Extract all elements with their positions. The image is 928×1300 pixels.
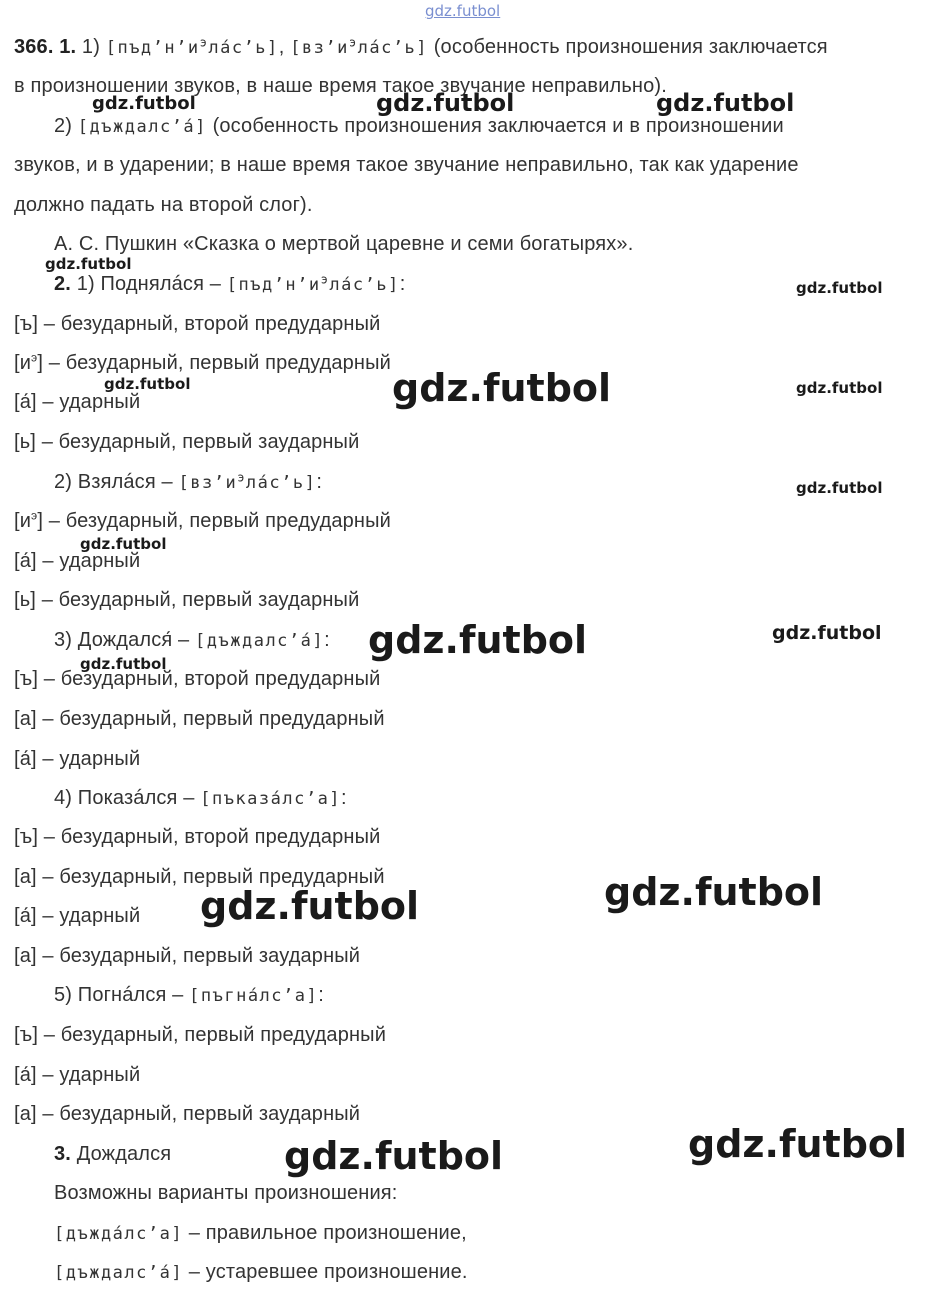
text: [и bbox=[14, 510, 32, 532]
tr-part: ла́с’ь] bbox=[329, 275, 400, 295]
section-number: 2. bbox=[54, 273, 71, 295]
list-item: [а́] – ударный bbox=[14, 748, 141, 770]
list-item: [а] – безударный, первый заударный bbox=[14, 1103, 361, 1125]
text: – правильное произношение, bbox=[183, 1222, 467, 1244]
sup: э bbox=[31, 350, 38, 365]
paragraph-2-line-3: должно падать на второй слог). bbox=[14, 194, 313, 216]
sup: э bbox=[348, 35, 358, 50]
watermark: gdz.futbol bbox=[604, 870, 824, 914]
paragraph-1-line-2: в произношении звуков, в наше время такое звучание неправильно). bbox=[14, 75, 667, 97]
list-item: [а] – безударный, первый предударный bbox=[14, 708, 385, 730]
word-5-heading bbox=[54, 982, 324, 1009]
paragraph-2-line-1 bbox=[54, 113, 784, 140]
word-1-heading bbox=[54, 271, 406, 298]
tr-part: ла́с’ь] bbox=[357, 38, 429, 58]
text: 2) bbox=[54, 115, 78, 137]
sup: э bbox=[237, 470, 246, 485]
exercise-number: 366. 1. bbox=[14, 36, 77, 58]
transcription bbox=[178, 470, 317, 493]
text: [и bbox=[14, 352, 32, 374]
tr-part: ла́с’ь] bbox=[245, 473, 317, 493]
watermark: gdz.futbol bbox=[284, 1134, 504, 1178]
text: 4) Показáлся – bbox=[54, 787, 201, 809]
watermark: gdz.futbol bbox=[376, 89, 515, 117]
text: : bbox=[318, 984, 324, 1006]
transcription bbox=[290, 35, 429, 58]
watermark: gdz.futbol bbox=[772, 622, 882, 644]
text: (особенность произношения заключается и в произношении bbox=[206, 115, 784, 137]
transcription: [дъждалс’а́] bbox=[195, 631, 325, 651]
watermark: gdz.futbol bbox=[796, 479, 883, 497]
variant-outdated bbox=[54, 1259, 468, 1286]
tr-part: [пъд’н’и bbox=[105, 38, 200, 58]
variants-intro: Возможны варианты произношения: bbox=[54, 1182, 398, 1204]
tr-part: [пъд’н’и bbox=[226, 275, 321, 295]
transcription bbox=[105, 35, 279, 58]
list-item: [ъ] – безударный, первый предударный bbox=[14, 1024, 387, 1046]
word-2-heading bbox=[54, 469, 322, 496]
section-3-heading bbox=[54, 1141, 171, 1167]
list-item: [ъ] – безударный, второй предударный bbox=[14, 668, 381, 690]
transcription: [дъжда́лс’а] bbox=[54, 1224, 184, 1244]
watermark: gdz.futbol bbox=[104, 375, 191, 393]
watermark: gdz.futbol bbox=[656, 89, 795, 117]
transcription: [дъждалс’а́] bbox=[54, 1263, 184, 1283]
text: Дождался bbox=[70, 1143, 172, 1165]
text: 3) Дождалcя́ – bbox=[54, 629, 196, 651]
transcription: [пъказа́лс’а] bbox=[200, 789, 342, 809]
watermark: gdz.futbol bbox=[80, 655, 167, 673]
list-item: [а] – безударный, первый заударный bbox=[14, 945, 361, 967]
text: (особенность произношения заключается bbox=[428, 36, 828, 58]
watermark: gdz.futbol bbox=[688, 1122, 908, 1166]
sup: э bbox=[320, 272, 330, 287]
sup: э bbox=[31, 508, 38, 523]
text: ] – безударный, первый предударный bbox=[37, 352, 391, 374]
text: : bbox=[316, 471, 323, 493]
paragraph-1-line-1 bbox=[14, 34, 828, 61]
text: : bbox=[324, 629, 330, 651]
watermark: gdz.futbol bbox=[796, 279, 883, 297]
transcription bbox=[226, 272, 400, 295]
header-site-link[interactable]: gdz.futbol bbox=[425, 2, 501, 20]
list-item: [ъ] – безударный, второй предударный bbox=[14, 826, 381, 848]
source-line: А. С. Пушкин «Сказка о мертвой царевне и семи богатырях». bbox=[54, 233, 634, 255]
word-3-heading bbox=[54, 627, 330, 654]
list-item: [ь] – безударный, первый заударный bbox=[14, 431, 360, 453]
text: : bbox=[399, 273, 406, 295]
list-item: [а́] – ударный bbox=[14, 550, 141, 572]
paragraph-2-line-2: звуков, и в ударении; в наше время такое звучание неправильно, так как ударение bbox=[14, 154, 799, 176]
watermark: gdz.futbol bbox=[368, 618, 588, 662]
text: 2) Взялáся – bbox=[54, 471, 179, 493]
text: , bbox=[278, 36, 291, 58]
word-4-heading bbox=[54, 785, 347, 812]
watermark: gdz.futbol bbox=[392, 366, 612, 410]
list-item: [а́] – ударный bbox=[14, 905, 141, 927]
transcription: [пъгна́лс’а] bbox=[189, 986, 319, 1006]
transcription: [дъждалс’а́] bbox=[77, 117, 207, 137]
watermark: gdz.futbol bbox=[45, 255, 132, 273]
list-item: [ъ] – безударный, второй предударный bbox=[14, 313, 381, 335]
watermark: gdz.futbol bbox=[80, 535, 167, 553]
watermark: gdz.futbol bbox=[796, 379, 883, 397]
watermark: gdz.futbol bbox=[92, 93, 196, 114]
list-item: [а́] – ударный bbox=[14, 1064, 141, 1086]
text: – устаревшее произношение. bbox=[183, 1261, 468, 1283]
tr-part: [вз’и bbox=[290, 38, 349, 58]
section-number: 3. bbox=[54, 1143, 71, 1165]
text: 1) bbox=[76, 36, 106, 58]
text: 5) Погнáлся – bbox=[54, 984, 190, 1006]
text: 1) Поднялáся – bbox=[70, 273, 227, 295]
variant-correct bbox=[54, 1220, 467, 1247]
sup: э bbox=[199, 35, 209, 50]
tr-part: [вз’и bbox=[178, 473, 238, 493]
list-item bbox=[14, 350, 391, 376]
text: : bbox=[341, 787, 347, 809]
list-item: [а] – безударный, первый предударный bbox=[14, 866, 385, 888]
text: ] – безударный, первый предударный bbox=[37, 510, 391, 532]
watermark: gdz.futbol bbox=[200, 884, 420, 928]
tr-part: ла́с’ь] bbox=[208, 38, 279, 58]
list-item: [а́] – ударный bbox=[14, 391, 141, 413]
list-item bbox=[14, 508, 391, 534]
list-item: [ь] – безударный, первый заударный bbox=[14, 589, 360, 611]
